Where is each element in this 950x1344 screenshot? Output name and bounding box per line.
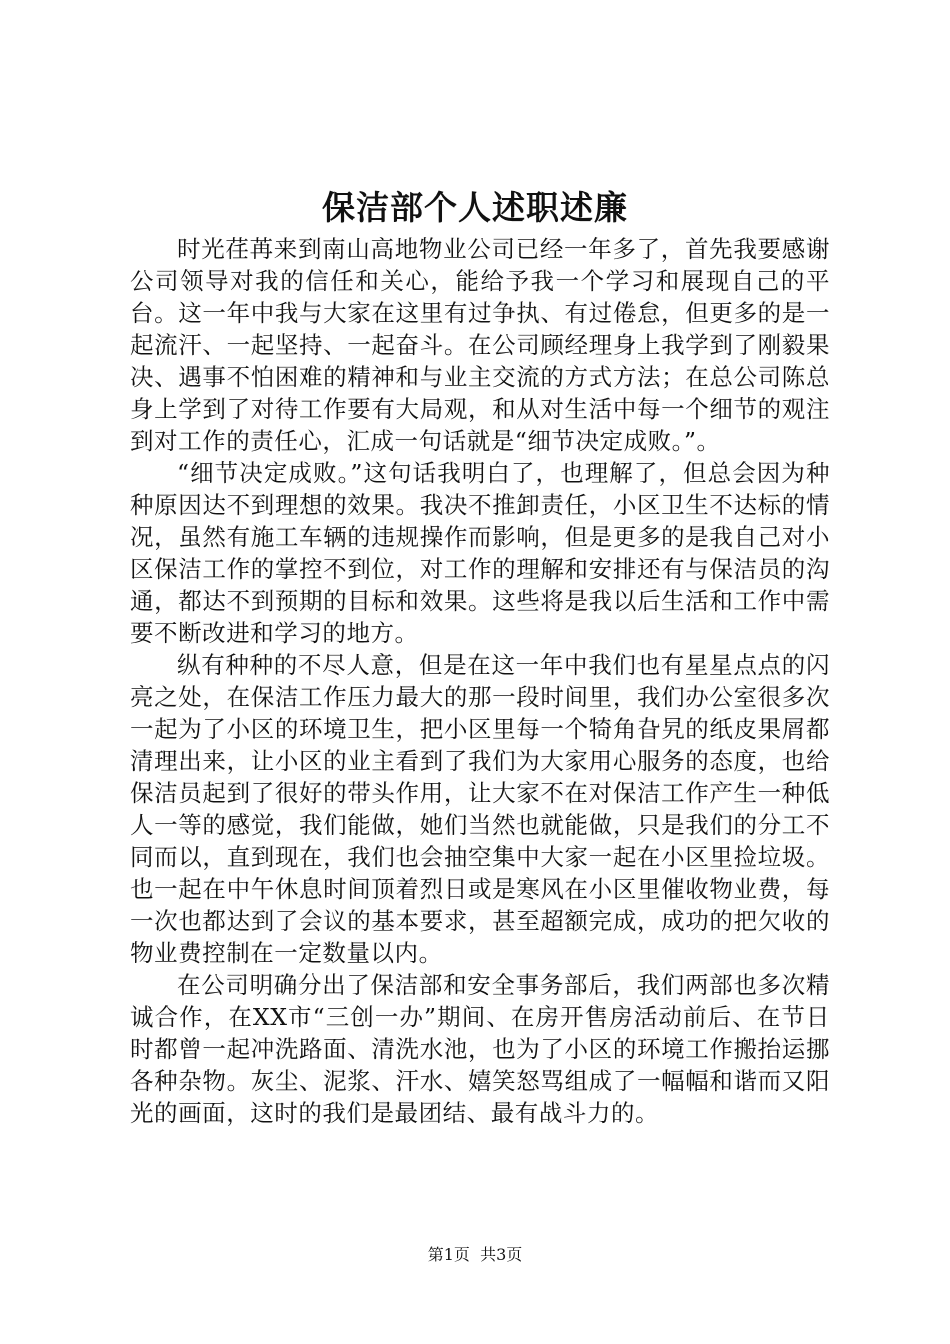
document-body — [130, 233, 830, 1129]
paragraph-1: 时光荏苒来到南山高地物业公司已经一年多了，首先我要感谢公司领导对我的信任和关心，能给予我一个学习和展现自己的平台。这一年中我与大家在这里有过争执、有过倦怠，但更多的是一起流汗、一起坚持、一起奋斗。在公司顾经理身上我学到了刚毅果决、遇事不怕困难的精神和与业主交流的方式方法；在总公司陈总身上学到了对待工作要有大局观，和从对生活中每一个细节的观注到对工作的责任心，汇成一句话就是“细节决定成败。”。 — [130, 235, 830, 455]
paragraph-2: “细节决定成败。”这句话我明白了，也理解了，但总会因为种种原因达不到理想的效果。我决不推卸责任，小区卫生不达标的情况，虽然有施工车辆的违规操作而影响，但是更多的是我自己对小区保洁工作的掌控不到位，对工作的理解和安排还有与保洁员的沟通，都达不到预期的目标和效果。这些将是我以后生活和工作中需要不断改进和学习的地方。 — [130, 459, 830, 647]
page-total: 共3页 — [480, 1245, 523, 1264]
paragraph-4: 在公司明确分出了保洁部和安全事务部后，我们两部也多次精诚合作，在XX市“三创一办”期间、在房开售房活动前后、在节日时都曾一起冲洗路面、清洗水池，也为了小区的环境工作搬抬运挪各种杂物。灰尘、泥浆、汗水、嬉笑怒骂组成了一幅幅和谐而又阳光的画面，这时的我们是最团结、最有战斗力的。 — [130, 971, 830, 1127]
document-title: 保洁部个人述职述廉 — [322, 188, 628, 227]
page-number: 第1页 — [427, 1245, 470, 1264]
footer-spacer — [470, 1245, 480, 1264]
paragraph-3: 纵有种种的不尽人意，但是在这一年中我们也有星星点点的闪亮之处，在保洁工作压力最大的那一段时间里，我们办公室很多次一起为了小区的环境卫生，把小区里每一个犄角旮旯的纸皮果屑都清理出来，让小区的业主看到了我们为大家用心服务的态度，也给保洁员起到了很好的带头作用，让大家不在对保洁工作产生一种低人一等的感觉，我们能做，她们当然也就能做，只是我们的分工不同而以，直到现在，我们也会抽空集中大家一起在小区里捡垃圾。也一起在中午休息时间顶着烈日或是寒风在小区里催收物业费，每一次也都达到了会议的基本要求，甚至超额完成，成功的把欠收的物业费控制在一定数量以内。 — [130, 651, 830, 967]
page-footer — [0, 1245, 950, 1265]
